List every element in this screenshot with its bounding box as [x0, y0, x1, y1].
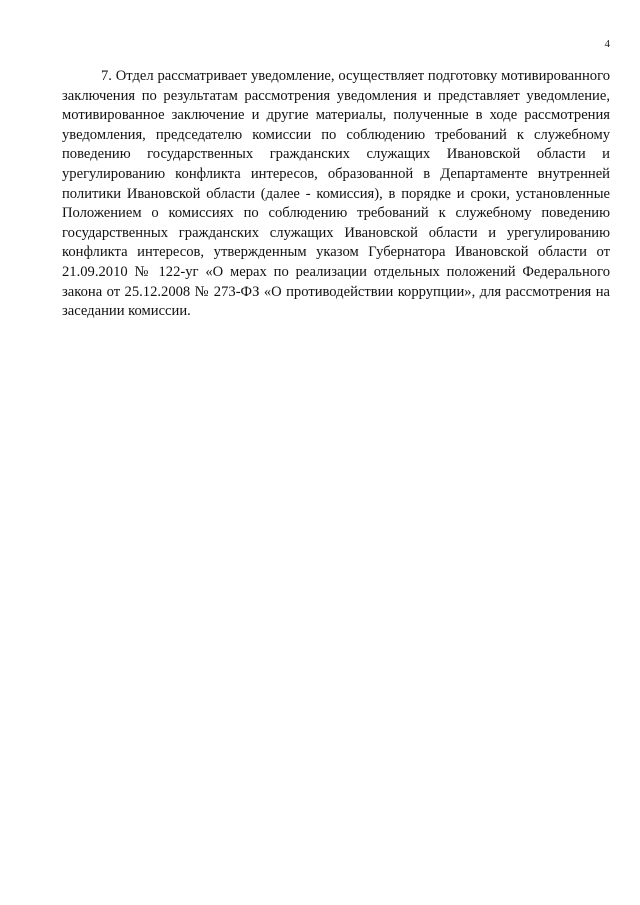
page-number: 4 — [604, 38, 610, 50]
paragraph-7: 7. Отдел рассматривает уведомление, осуществляет подготовку мотивированного заключения по результатам рассмотрения уведомления и представляет уведомление, мотивированное заключение и другие материалы, полученные в ходе рассмотрения уведомления, председателю комиссии по соблюдению требований к служебному поведению государственных гражданских служащих Ивановской области и урегулированию конфликта интересов, образованной в Департаменте внутренней политики Ивановской области (далее - комиссия), в порядке и сроки, установленные Положением о комиссиях по соблюдению требований к служебному поведению государственных гражданских служащих Ивановской области и урегулированию конфликта интересов, утвержденным указом Губернатора Ивановской области от 21.09.2010 № 122-уг «О мерах по реализации отдельных положений Федерального закона от 25.12.2008 № 273-ФЗ «О противодействии коррупции», для рассмотрения на заседании комиссии. — [62, 68, 610, 320]
